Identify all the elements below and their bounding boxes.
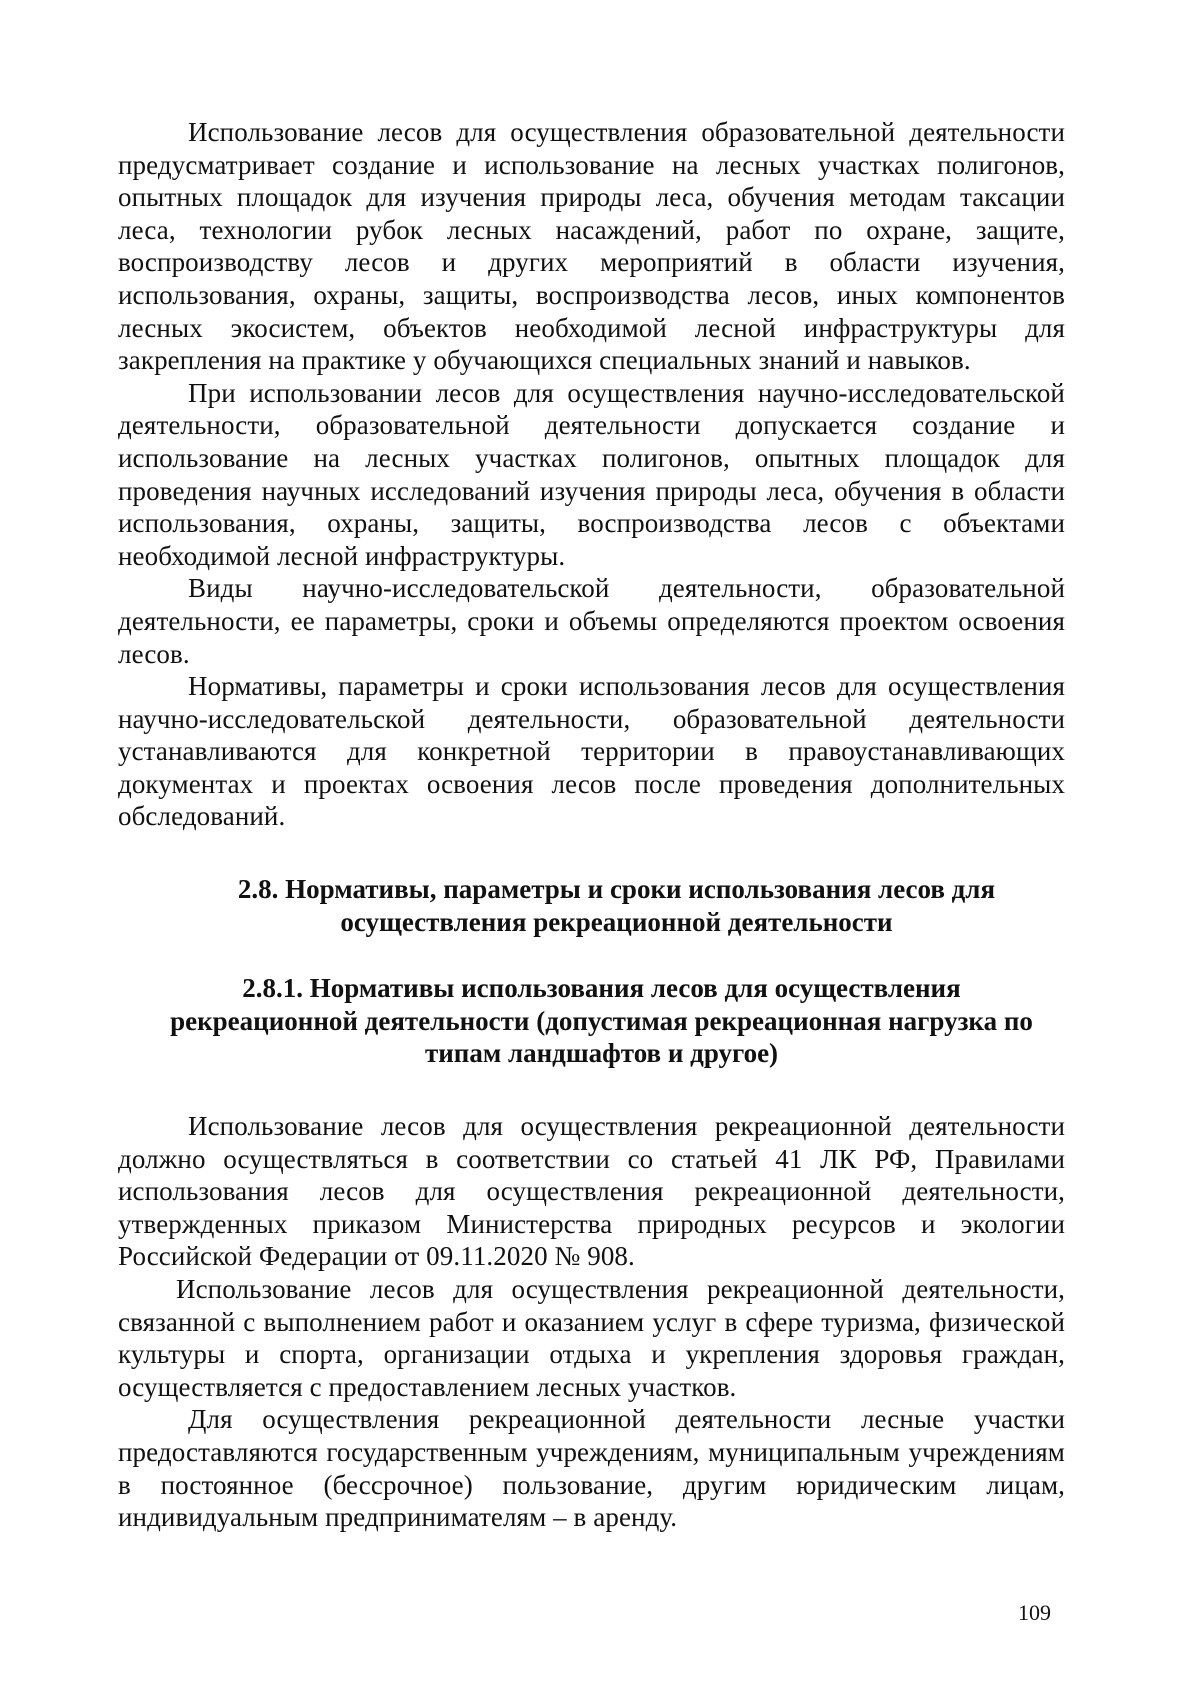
section-heading-2-8-1 bbox=[118, 972, 1065, 1070]
section-heading-2-8-line1: 2.8. Нормативы, параметры и сроки использования лесов для bbox=[237, 874, 996, 905]
page-number: 109 bbox=[1018, 1600, 1051, 1625]
section-heading-2-8 bbox=[118, 873, 1065, 938]
section-heading-2-8-1-line2: рекреационной деятельности (допустимая рекреационная нагрузка по bbox=[170, 1005, 1033, 1036]
paragraph-recreation-services: Использование лесов для осуществления рекреационной деятельности, связанной с выполнением работ и оказанием услуг в сфере туризма, физической культуры и спорта, организации отдыха и укрепления здоровья граждан, осуществляется с предоставлением лесных участков. bbox=[118, 1274, 1065, 1402]
paragraph-norms-parameters: Нормативы, параметры и сроки использования лесов для осуществления научно-исследовательской деятельности, образовательной деятельности устанавливаются для конкретной территории в правоустанавливающих документах и проектах освоения лесов после проведения дополнительных обследований. bbox=[118, 671, 1065, 832]
document-page bbox=[118, 116, 1065, 1534]
paragraph-activity-types: Виды научно-исследовательской деятельности, образовательной деятельности, ее параметры, сроки и объемы определяются проектом освоения лесов. bbox=[118, 573, 1065, 669]
paragraph-recreation-law: Использование лесов для осуществления рекреационной деятельности должно осуществляться в соответствии со статьей 41 ЛК РФ, Правилами использования лесов для осуществления рекреационной деятельности, утвержденных приказом Министерства природных ресурсов и экологии Российской Федерации от 09.11.2020 № 908. bbox=[118, 1111, 1065, 1272]
paragraph-education-use: Использование лесов для осуществления образовательной деятельности предусматривает создание и использование на лесных участках полигонов, опытных площадок для изучения природы леса, обучения методам таксации леса, технологии рубок лесных насаждений, работ по охране, защите, воспроизводству лесов и других мероприятий в области изучения, использования, охраны, защиты, воспроизводства лесов, иных компонентов лесных экосистем, объектов необходимой лесной инфраструктуры для закрепления на практике у обучающихся специальных знаний и навыков. bbox=[118, 117, 1065, 376]
paragraph-land-provision: Для осуществления рекреационной деятельности лесные участки предоставляются государственным учреждениям, муниципальным учреждениям в постоянное (бессрочное) пользование, другим юридическим лицам, индивидуальным предпринимателям – в аренду. bbox=[118, 1404, 1065, 1533]
section-heading-2-8-1-line1: 2.8.1. Нормативы использования лесов для осуществления bbox=[242, 973, 961, 1004]
paragraph-research-use: При использовании лесов для осуществления научно-исследовательской деятельности, образовательной деятельности допускается создание и использование на лесных участках полигонов, опытных площадок для проведения научных исследований изучения природы леса, обучения в области использования, охраны, защиты, воспроизводства лесов с объектами необходимой лесной инфраструктуры. bbox=[118, 377, 1065, 571]
section-heading-2-8-line2: осуществления рекреационной деятельности bbox=[340, 906, 893, 937]
section-heading-2-8-1-line3: типам ландшафтов и другое) bbox=[424, 1038, 779, 1069]
